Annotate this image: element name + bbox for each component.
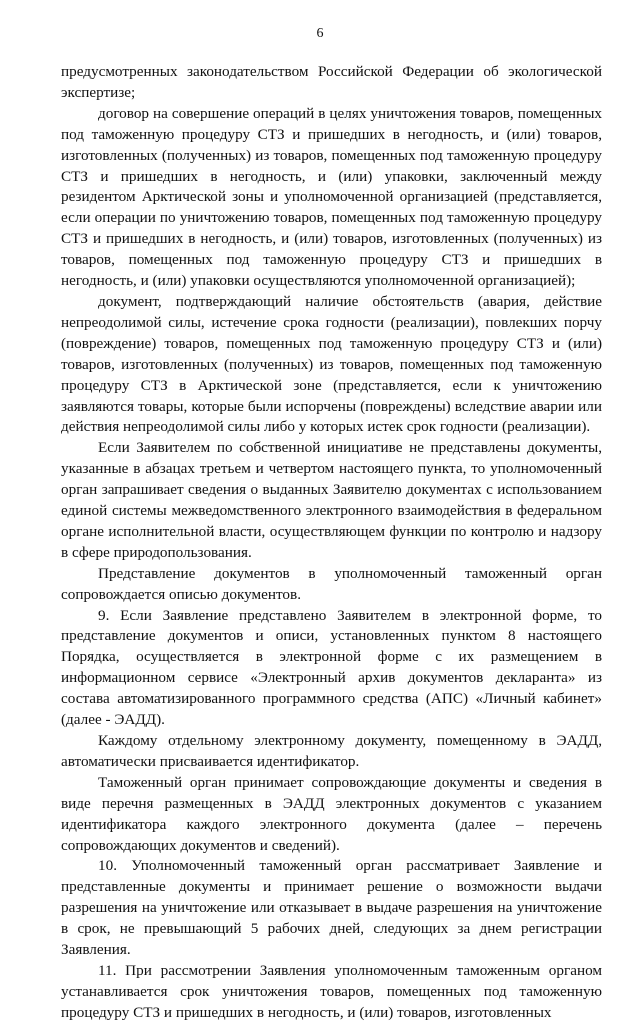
paragraph: документ, подтверждающий наличие обстоятельств (авария, действие непреодолимой силы, истечение срока годности (реализации), повлекших порчу (повреждение) товаров, помещенных под таможенную процедуру СТЗ и (или) товаров, изготовленных (полученных) из товаров, помещенных под таможенную процедуру СТЗ в Арктической зоне (представляется, если к уничтожению заявляются товары, которые были испорчены (повреждены) вследствие аварии или действия непреодолимой силы либо у которых истек срок годности (реализации). bbox=[61, 292, 602, 436]
paragraph-continuation: предусмотренных законодательством Российской Федерации об экологической экспертизе; bbox=[61, 63, 602, 101]
paragraph: Представление документов в уполномоченный таможенный орган сопровождается описью документов. bbox=[61, 564, 602, 603]
paragraph-item-11: 11. При рассмотрении Заявления уполномоченным таможенным органом устанавливается срок уничтожения товаров, помещенных под таможенную процедуру СТЗ и пришедших в негодность, и (или) товаров, изготовленных bbox=[61, 961, 602, 1021]
page-number: 6 bbox=[316, 26, 324, 41]
paragraph: Таможенный орган принимает сопровождающие документы и сведения в виде перечня размещенных в ЭАДД электронных документов с указанием идентификатора каждого электронного документа (далее – перечень сопровождающих документов и сведений). bbox=[61, 773, 602, 854]
paragraph: Если Заявителем по собственной инициативе не представлены документы, указанные в абзацах третьем и четвертом настоящего пункта, то уполномоченный орган запрашивает сведения о выданных Заявителю документах с использованием единой системы межведомственного электронного взаимодействия в федеральном органе исполнительной власти, осуществляющем функции по контролю и надзору в сфере природопользования. bbox=[61, 439, 602, 561]
paragraph: Каждому отдельному электронному документу, помещенному в ЭАДД, автоматически присваивается идентификатор. bbox=[61, 732, 602, 770]
document-body bbox=[61, 62, 602, 1024]
paragraph-item-10: 10. Уполномоченный таможенный орган рассматривает Заявление и представленные документы и принимает решение о возможности выдачи разрешения на уничтожение или отказывает в выдаче разрешения на уничтожение в срок, не превышающий 5 рабочих дней, следующих за днем регистрации Заявления. bbox=[61, 857, 602, 959]
paragraph: договор на совершение операций в целях уничтожения товаров, помещенных под таможенную процедуру СТЗ и пришедших в негодность, и (или) товаров, изготовленных (полученных) из товаров, помещенных под таможенную процедуру СТЗ и пришедших в негодность, и (или) упаковки, заключенный между резидентом Арктической зоны и уполномоченной организацией (представляется, если операции по уничтожению товаров, помещенных под таможенную процедуру СТЗ и пришедших в негодность, и (или) товаров, изготовленных (полученных) из товаров, помещенных под таможенную процедуру СТЗ и пришедших в негодность, и (или) упаковки осуществляются уполномоченной организацией); bbox=[61, 104, 602, 290]
paragraph-item-9: 9. Если Заявление представлено Заявителем в электронной форме, то представление документов и описи, установленных пунктом 8 настоящего Порядка, осуществляется в электронной форме с их размещением в информационном сервисе «Электронный архив документов декларанта» из состава автоматизированного программного средства (АПС) «Личный кабинет» (далее - ЭАДД). bbox=[61, 606, 602, 729]
